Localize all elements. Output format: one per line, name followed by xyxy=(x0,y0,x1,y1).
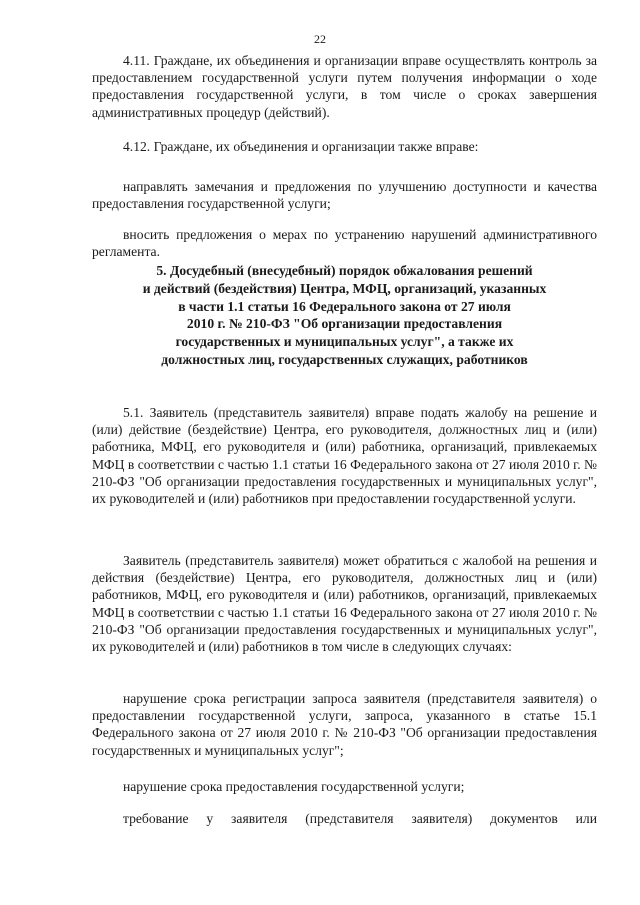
heading-line: должностных лиц, государственных служащих, работников xyxy=(161,351,528,367)
paragraph-proposals: вносить предложения о мерах по устранению нарушений административного регламента. xyxy=(92,227,597,260)
paragraph-requirement: требование у заявителя (представителя заявителя) документов или xyxy=(123,811,597,826)
complaint-text-end: их руководителей и (или) работников в том числе в следующих случаях: xyxy=(92,639,512,655)
complaint-text: Заявитель (представитель заявителя) может обратиться с жалобой на решения и действия (бездействие) Центра, его руководителя, должностных лиц и (или) работников, МФЦ, его руководителя и (или) работников, организаций, привлекаемых МФЦ в соответствии с частью 1.1 статьи 16 Федерального закона от 27 июля 2010 г. № 210-ФЗ "Об организации предоставления государственных и муниципальных услуг", xyxy=(92,553,597,637)
paragraph-5-1: 5.1. Заявитель (представитель заявителя) вправе подать жалобу на решение и (или) действие (бездействие) Центра, его руководителя, должностных лиц и (или) работника, МФЦ, его руководителя и (или) работника, организаций, привлекаемых МФЦ в соответствии с частью 1.1 статьи 16 Федерального закона от 27 июля 2010 г. № 210-ФЗ "Об организации предоставления государственных и муниципальных услуг", их руководителей и (или) работников при предоставлении государственной услуги. xyxy=(92,405,597,507)
section-5-heading xyxy=(92,262,597,369)
paragraph-4-11: 4.11. Граждане, их объединения и организации вправе осуществлять контроль за предоставлением государственной услуги путем получения информации о ходе предоставления государственной услуги, в том числе о сроках завершения административных процедур (действий). xyxy=(92,53,597,120)
heading-line: 5. Досудебный (внесудебный) порядок обжалования решений xyxy=(156,263,533,278)
paragraph-remarks: направлять замечания и предложения по улучшению доступности и качества предоставления государственной услуги; xyxy=(92,179,597,212)
paragraph-4-12: 4.12. Граждане, их объединения и организации также вправе: xyxy=(123,139,479,154)
heading-line: 2010 г. № 210-ФЗ "Об организации предоставления xyxy=(186,316,503,332)
paragraph-violation-term: нарушение срока предоставления государственной услуги; xyxy=(123,779,465,794)
paragraph-complaint xyxy=(92,552,597,655)
paragraph-violation-registration: нарушение срока регистрации запроса заявителя (представителя заявителя) о предоставлении государственной услуги, запроса, указанного в статье 15.1 Федерального закона от 27 июля 2010 г. № 210-ФЗ "Об организации предоставления государственных и муниципальных услуг"; xyxy=(92,691,597,758)
page-number: 22 xyxy=(314,32,326,46)
heading-line: государственных и муниципальных услуг", а также их xyxy=(175,334,514,350)
heading-line: в части 1.1 статьи 16 Федерального закона от 27 июля xyxy=(178,298,511,314)
heading-line: и действий (бездействия) Центра, МФЦ, организаций, указанных xyxy=(142,280,547,296)
